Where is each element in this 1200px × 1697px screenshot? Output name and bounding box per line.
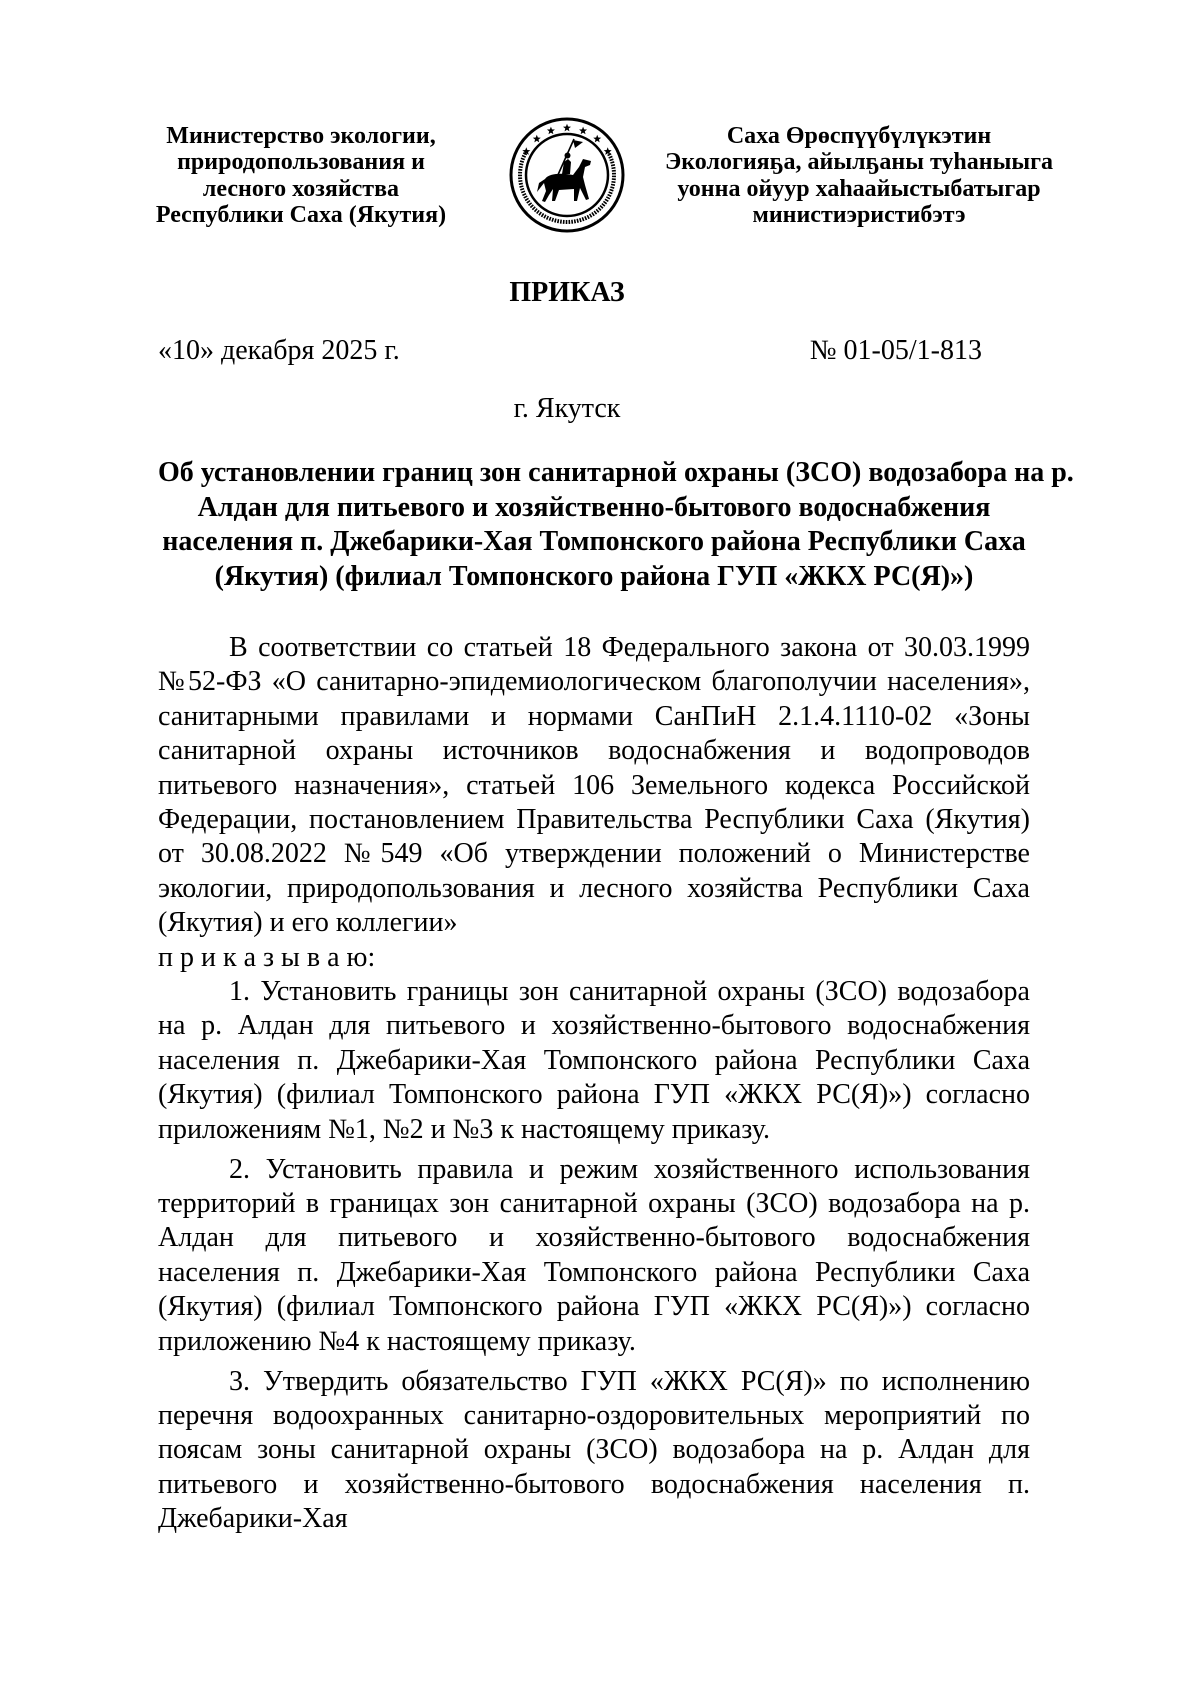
ministry-name-sakha-line: министиэристибэтэ: [752, 202, 966, 229]
order-subject-line: Об установлении границ зон санитарной охраны (ЗСО) водозабора на р.: [158, 457, 1074, 488]
ministry-name-russian-line: природопользования и: [177, 149, 425, 176]
order-number: № 01-05/1-813: [809, 335, 982, 366]
order-date: «10» декабря 2025 г.: [158, 335, 400, 366]
ministry-name-russian-line: Министерство экологии,: [166, 123, 436, 149]
ministry-name-russian: [101, 123, 501, 229]
order-subject-line: Алдан для питьевого и хозяйственно-бытового водоснабжения: [197, 491, 991, 523]
ministry-name-sakha-line: Саха Өрөспүүбүлүкэтин: [726, 123, 992, 149]
order-word: п р и к а з ы в а ю:: [158, 941, 376, 973]
ministry-name-sakha-line: уонна ойуур хаһаайыстыбатыгар: [677, 175, 1041, 202]
ministry-name-sakha-line: Экологияҕа, айылҕаны туһаныыга: [665, 149, 1053, 176]
preamble-paragraph: В соответствии со статьей 18 Федерального закона от 30.03.1999 №52-ФЗ «О санитарно-эпидемиологическом благополучии населения», санитарными правилами и нормами СанПиН 2.1.4.1110-02 «Зоны санитарной охраны источников водоснабжения и водопроводов питьевого назначения», статьей 106 Земельного кодекса Российской Федерации, постановлением Правительства Республики Саха (Якутия) от 30.08.2022 №549 «Об утверждении положений о Министерстве экологии, природопользования и лесного хозяйства Республики Саха (Якутия) и его коллегии»: [158, 632, 1030, 939]
order-subject-line: (Якутия) (филиал Томпонского района ГУП «ЖКХ РС(Я)»): [214, 560, 974, 592]
order-item: 2. Установить правила и режим хозяйственного использования территорий в границах зон санитарной охраны (ЗСО) водозабора на р. Алдан для питьевого и хозяйственно-бытового водоснабжения населения п. Джебарики-Хая Томпонского района Республики Саха (Якутия) (филиал Томпонского района ГУП «ЖКХ РС(Я)») согласно приложению №4 к настоящему приказу.: [158, 1153, 1030, 1357]
order-item: 3. Утвердить обязательство ГУП «ЖКХ РС(Я)» по исполнению перечня водоохранных санитарно-оздоровительных мероприятий по поясам зоны санитарной охраны (ЗСО) водозабора на р. Алдан для питьевого и хозяйственно-бытового водоснабжения населения п. Джебарики-Хая: [158, 1365, 1030, 1535]
order-subject: [158, 456, 1074, 594]
coat-of-arms-emblem: [507, 115, 627, 235]
issue-city: г. Якутск: [513, 393, 621, 424]
date-number-row: [158, 334, 982, 368]
ministry-name-sakha: [659, 123, 1059, 229]
ministry-name-russian-line: Республики Саха (Якутия): [155, 202, 447, 229]
document-type-title: ПРИКАЗ: [509, 277, 625, 308]
ministry-name-russian-line: лесного хозяйства: [202, 175, 400, 202]
order-subject-line: населения п. Джебарики-Хая Томпонского района Республики Саха: [162, 526, 1026, 558]
order-item: 1. Установить границы зон санитарной охраны (ЗСО) водозабора на р. Алдан для питьевого и хозяйственно-бытового водоснабжения населения п. Джебарики-Хая Томпонского района Республики Саха (Якутия) (филиал Томпонского района ГУП «ЖКХ РС(Я)») согласно приложениям №1, №2 и №3 к настоящему приказу.: [158, 976, 1030, 1145]
order-body: [158, 631, 1030, 1537]
